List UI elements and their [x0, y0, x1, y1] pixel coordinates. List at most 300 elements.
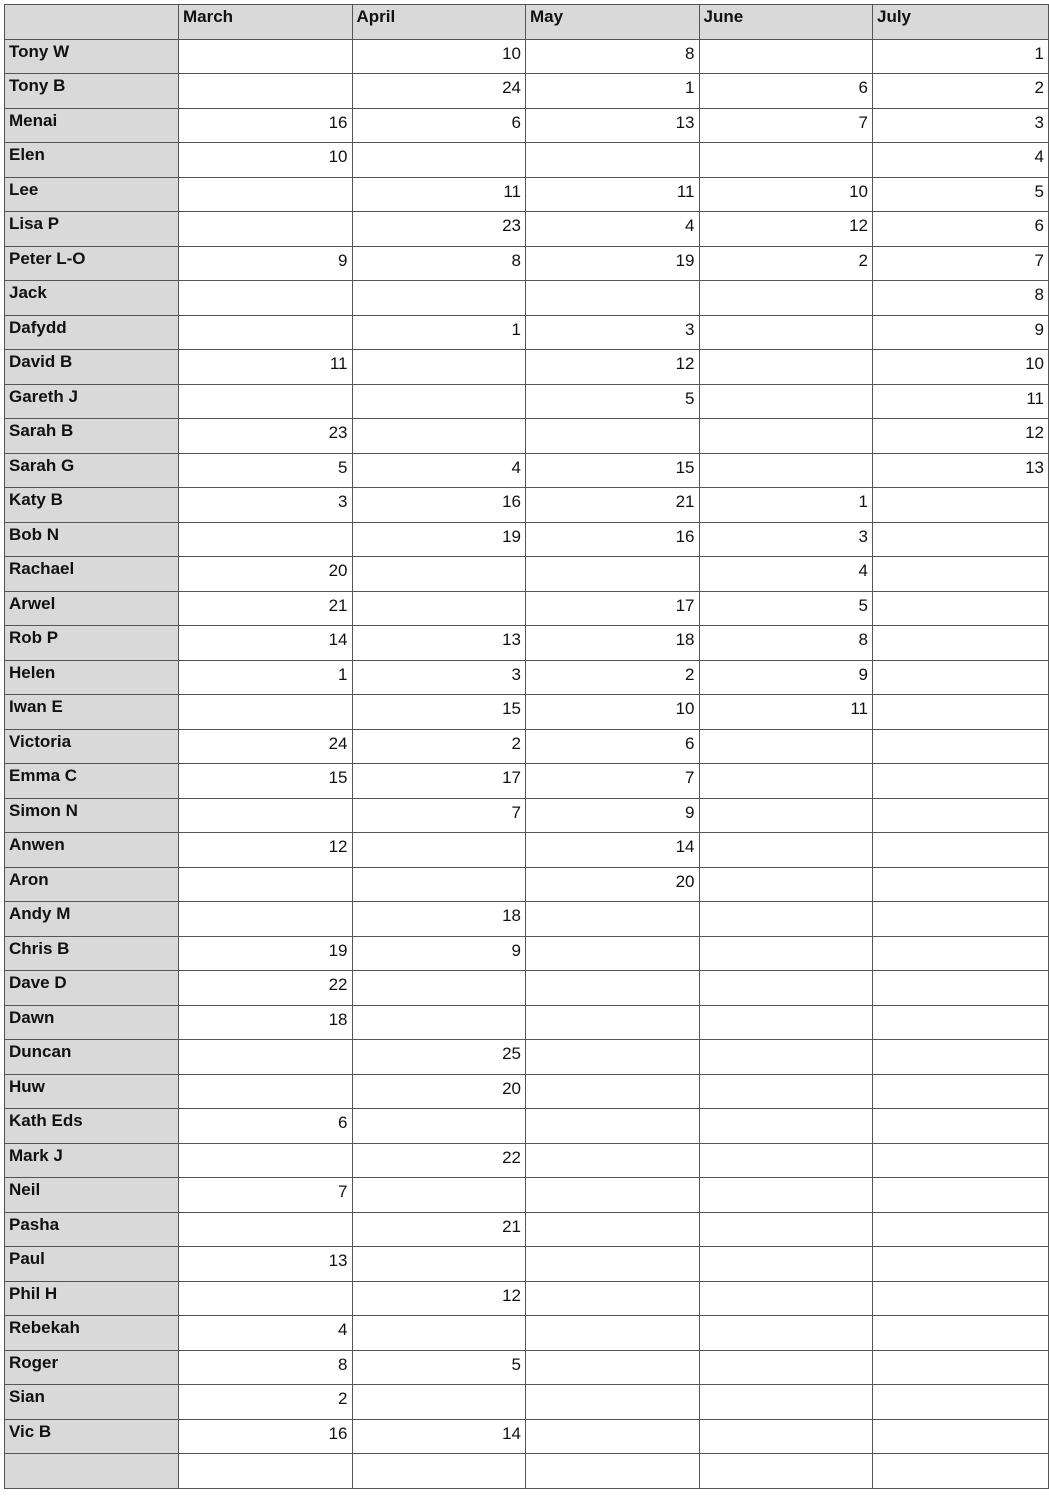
value-cell-june[interactable]: [699, 315, 873, 350]
row-name-cell[interactable]: Tony B: [5, 74, 179, 109]
value-cell-may[interactable]: 13: [526, 108, 700, 143]
value-cell-may[interactable]: [526, 1178, 700, 1213]
row-name-cell[interactable]: Arwel: [5, 591, 179, 626]
value-cell-march[interactable]: 19: [179, 936, 353, 971]
value-cell-april[interactable]: 21: [352, 1212, 526, 1247]
value-cell-march[interactable]: [179, 1040, 353, 1075]
value-cell-july[interactable]: 2: [873, 74, 1049, 109]
value-cell-march[interactable]: [179, 1454, 353, 1489]
value-cell-june[interactable]: 8: [699, 626, 873, 661]
row-name-cell[interactable]: Huw: [5, 1074, 179, 1109]
value-cell-march[interactable]: [179, 522, 353, 557]
value-cell-june[interactable]: [699, 1212, 873, 1247]
column-header[interactable]: March: [179, 5, 353, 40]
value-cell-april[interactable]: 10: [352, 39, 526, 74]
value-cell-may[interactable]: 11: [526, 177, 700, 212]
value-cell-june[interactable]: [699, 902, 873, 937]
value-cell-april[interactable]: [352, 1454, 526, 1489]
value-cell-july[interactable]: [873, 764, 1049, 799]
row-name-cell[interactable]: Lee: [5, 177, 179, 212]
value-cell-june[interactable]: [699, 281, 873, 316]
corner-cell[interactable]: [5, 5, 179, 40]
value-cell-may[interactable]: [526, 1316, 700, 1351]
value-cell-may[interactable]: 9: [526, 798, 700, 833]
row-name-cell[interactable]: Paul: [5, 1247, 179, 1282]
value-cell-july[interactable]: [873, 1143, 1049, 1178]
value-cell-july[interactable]: [873, 1005, 1049, 1040]
value-cell-april[interactable]: 11: [352, 177, 526, 212]
value-cell-march[interactable]: [179, 1212, 353, 1247]
value-cell-may[interactable]: 1: [526, 74, 700, 109]
spreadsheet-table: [4, 4, 1049, 1489]
value-cell-june[interactable]: 10: [699, 177, 873, 212]
value-cell-may[interactable]: [526, 1454, 700, 1489]
value-cell-july[interactable]: [873, 902, 1049, 937]
row-name-cell[interactable]: David B: [5, 350, 179, 385]
value-cell-may[interactable]: [526, 419, 700, 454]
table-row: [5, 488, 1049, 523]
row-name-cell[interactable]: Vic B: [5, 1419, 179, 1454]
value-cell-june[interactable]: [699, 350, 873, 385]
row-name-cell[interactable]: Tony W: [5, 39, 179, 74]
row-name-cell[interactable]: Sarah B: [5, 419, 179, 454]
row-name-cell[interactable]: Dawn: [5, 1005, 179, 1040]
value-cell-june[interactable]: [699, 729, 873, 764]
table-row: [5, 833, 1049, 868]
value-cell-june[interactable]: [699, 1178, 873, 1213]
value-cell-may[interactable]: [526, 281, 700, 316]
value-cell-may[interactable]: 5: [526, 384, 700, 419]
value-cell-april[interactable]: [352, 350, 526, 385]
table-row: [5, 1247, 1049, 1282]
value-cell-april[interactable]: [352, 833, 526, 868]
table-row: [5, 660, 1049, 695]
value-cell-june[interactable]: [699, 453, 873, 488]
value-cell-may[interactable]: [526, 1040, 700, 1075]
value-cell-may[interactable]: 3: [526, 315, 700, 350]
value-cell-may[interactable]: [526, 1143, 700, 1178]
value-cell-july[interactable]: 4: [873, 143, 1049, 178]
value-cell-may[interactable]: [526, 936, 700, 971]
row-name-cell[interactable]: Peter L-O: [5, 246, 179, 281]
value-cell-march[interactable]: 5: [179, 453, 353, 488]
value-cell-april[interactable]: [352, 384, 526, 419]
value-cell-april[interactable]: 12: [352, 1281, 526, 1316]
row-name-cell[interactable]: Roger: [5, 1350, 179, 1385]
value-cell-march[interactable]: 24: [179, 729, 353, 764]
value-cell-july[interactable]: [873, 1419, 1049, 1454]
value-cell-july[interactable]: [873, 522, 1049, 557]
value-cell-march[interactable]: 2: [179, 1385, 353, 1420]
value-cell-july[interactable]: [873, 936, 1049, 971]
row-name-cell[interactable]: Rachael: [5, 557, 179, 592]
value-cell-june[interactable]: [699, 419, 873, 454]
table-row: [5, 695, 1049, 730]
row-name-cell[interactable]: Lisa P: [5, 212, 179, 247]
value-cell-july[interactable]: 8: [873, 281, 1049, 316]
row-name-cell[interactable]: Victoria: [5, 729, 179, 764]
column-header[interactable]: May: [526, 5, 700, 40]
row-name-cell[interactable]: Dave D: [5, 971, 179, 1006]
value-cell-april[interactable]: 18: [352, 902, 526, 937]
value-cell-july[interactable]: [873, 1281, 1049, 1316]
value-cell-march[interactable]: [179, 315, 353, 350]
value-cell-may[interactable]: 16: [526, 522, 700, 557]
value-cell-march[interactable]: 12: [179, 833, 353, 868]
table-row: [5, 1143, 1049, 1178]
row-name-cell[interactable]: Gareth J: [5, 384, 179, 419]
value-cell-july[interactable]: [873, 833, 1049, 868]
value-cell-march[interactable]: [179, 695, 353, 730]
value-cell-july[interactable]: [873, 1316, 1049, 1351]
value-cell-april[interactable]: [352, 971, 526, 1006]
column-header[interactable]: July: [873, 5, 1049, 40]
value-cell-march[interactable]: [179, 74, 353, 109]
value-cell-july[interactable]: [873, 1385, 1049, 1420]
value-cell-april[interactable]: [352, 419, 526, 454]
value-cell-april[interactable]: 1: [352, 315, 526, 350]
row-name-cell[interactable]: Jack: [5, 281, 179, 316]
value-cell-may[interactable]: [526, 1350, 700, 1385]
table-row: [5, 315, 1049, 350]
value-cell-july[interactable]: [873, 1074, 1049, 1109]
value-cell-march[interactable]: 4: [179, 1316, 353, 1351]
table-row: [5, 522, 1049, 557]
value-cell-march[interactable]: 14: [179, 626, 353, 661]
value-cell-june[interactable]: [699, 936, 873, 971]
value-cell-june[interactable]: 1: [699, 488, 873, 523]
value-cell-march[interactable]: [179, 39, 353, 74]
table-row: [5, 108, 1049, 143]
value-cell-may[interactable]: [526, 1419, 700, 1454]
value-cell-april[interactable]: 23: [352, 212, 526, 247]
table-row: [5, 143, 1049, 178]
row-name-cell[interactable]: Pasha: [5, 1212, 179, 1247]
value-cell-july[interactable]: [873, 867, 1049, 902]
value-cell-april[interactable]: [352, 591, 526, 626]
value-cell-march[interactable]: [179, 177, 353, 212]
value-cell-march[interactable]: 20: [179, 557, 353, 592]
row-name-cell[interactable]: [5, 1454, 179, 1489]
value-cell-june[interactable]: [699, 764, 873, 799]
value-cell-june[interactable]: [699, 143, 873, 178]
value-cell-march[interactable]: 10: [179, 143, 353, 178]
value-cell-july[interactable]: [873, 1350, 1049, 1385]
value-cell-april[interactable]: 16: [352, 488, 526, 523]
value-cell-april[interactable]: [352, 1247, 526, 1282]
value-cell-march[interactable]: 16: [179, 108, 353, 143]
value-cell-march[interactable]: [179, 212, 353, 247]
value-cell-may[interactable]: 20: [526, 867, 700, 902]
value-cell-march[interactable]: 22: [179, 971, 353, 1006]
value-cell-june[interactable]: [699, 1350, 873, 1385]
table-row: [5, 453, 1049, 488]
value-cell-july[interactable]: 1: [873, 39, 1049, 74]
table-row: [5, 350, 1049, 385]
table-row: [5, 177, 1049, 212]
value-cell-june[interactable]: [699, 384, 873, 419]
value-cell-june[interactable]: 2: [699, 246, 873, 281]
value-cell-june[interactable]: 7: [699, 108, 873, 143]
table-row: [5, 902, 1049, 937]
table-row: [5, 867, 1049, 902]
value-cell-june[interactable]: [699, 1074, 873, 1109]
value-cell-april[interactable]: [352, 281, 526, 316]
value-cell-may[interactable]: 18: [526, 626, 700, 661]
row-name-cell[interactable]: Katy B: [5, 488, 179, 523]
table-row: [5, 1005, 1049, 1040]
value-cell-may[interactable]: 6: [526, 729, 700, 764]
value-cell-june[interactable]: 9: [699, 660, 873, 695]
value-cell-april[interactable]: 7: [352, 798, 526, 833]
value-cell-july[interactable]: 6: [873, 212, 1049, 247]
value-cell-july[interactable]: [873, 729, 1049, 764]
value-cell-march[interactable]: 18: [179, 1005, 353, 1040]
row-name-cell[interactable]: Dafydd: [5, 315, 179, 350]
table-row: [5, 764, 1049, 799]
value-cell-march[interactable]: 16: [179, 1419, 353, 1454]
value-cell-april[interactable]: 19: [352, 522, 526, 557]
header-row: [5, 5, 1049, 40]
value-cell-june[interactable]: [699, 798, 873, 833]
value-cell-june[interactable]: [699, 1247, 873, 1282]
row-name-cell[interactable]: Andy M: [5, 902, 179, 937]
table-row: [5, 626, 1049, 661]
value-cell-june[interactable]: 12: [699, 212, 873, 247]
value-cell-march[interactable]: [179, 1281, 353, 1316]
value-cell-april[interactable]: 5: [352, 1350, 526, 1385]
value-cell-july[interactable]: [873, 591, 1049, 626]
table-row: [5, 246, 1049, 281]
value-cell-march[interactable]: 13: [179, 1247, 353, 1282]
value-cell-may[interactable]: 4: [526, 212, 700, 247]
row-name-cell[interactable]: Rebekah: [5, 1316, 179, 1351]
value-cell-june[interactable]: [699, 1454, 873, 1489]
value-cell-june[interactable]: [699, 1040, 873, 1075]
table-row: [5, 39, 1049, 74]
value-cell-june[interactable]: 3: [699, 522, 873, 557]
value-cell-april[interactable]: [352, 557, 526, 592]
table-row: [5, 1385, 1049, 1420]
table-row: [5, 1419, 1049, 1454]
table-row: [5, 74, 1049, 109]
row-name-cell[interactable]: Duncan: [5, 1040, 179, 1075]
value-cell-march[interactable]: 15: [179, 764, 353, 799]
value-cell-july[interactable]: 3: [873, 108, 1049, 143]
value-cell-july[interactable]: 9: [873, 315, 1049, 350]
value-cell-may[interactable]: [526, 1212, 700, 1247]
value-cell-march[interactable]: 23: [179, 419, 353, 454]
table-row: [5, 557, 1049, 592]
table-row: [5, 1178, 1049, 1213]
value-cell-july[interactable]: [873, 626, 1049, 661]
value-cell-july[interactable]: [873, 1109, 1049, 1144]
value-cell-april[interactable]: 2: [352, 729, 526, 764]
value-cell-march[interactable]: [179, 902, 353, 937]
row-name-cell[interactable]: Mark J: [5, 1143, 179, 1178]
value-cell-july[interactable]: [873, 798, 1049, 833]
row-name-cell[interactable]: Anwen: [5, 833, 179, 868]
value-cell-may[interactable]: 12: [526, 350, 700, 385]
row-name-cell[interactable]: Menai: [5, 108, 179, 143]
table-row: [5, 971, 1049, 1006]
value-cell-april[interactable]: 14: [352, 1419, 526, 1454]
value-cell-july[interactable]: 11: [873, 384, 1049, 419]
value-cell-march[interactable]: [179, 798, 353, 833]
value-cell-may[interactable]: [526, 143, 700, 178]
value-cell-june[interactable]: [699, 1385, 873, 1420]
value-cell-may[interactable]: 17: [526, 591, 700, 626]
value-cell-march[interactable]: [179, 281, 353, 316]
value-cell-march[interactable]: 6: [179, 1109, 353, 1144]
row-name-cell[interactable]: Iwan E: [5, 695, 179, 730]
value-cell-april[interactable]: [352, 1316, 526, 1351]
value-cell-july[interactable]: [873, 1178, 1049, 1213]
value-cell-may[interactable]: [526, 1385, 700, 1420]
value-cell-july[interactable]: [873, 1247, 1049, 1282]
value-cell-march[interactable]: 7: [179, 1178, 353, 1213]
table-row: [5, 1281, 1049, 1316]
value-cell-april[interactable]: 17: [352, 764, 526, 799]
row-name-cell[interactable]: Chris B: [5, 936, 179, 971]
value-cell-july[interactable]: [873, 971, 1049, 1006]
value-cell-july[interactable]: 10: [873, 350, 1049, 385]
value-cell-june[interactable]: [699, 1419, 873, 1454]
value-cell-may[interactable]: [526, 1247, 700, 1282]
row-name-cell[interactable]: Neil: [5, 1178, 179, 1213]
value-cell-may[interactable]: [526, 1109, 700, 1144]
row-name-cell[interactable]: Sarah G: [5, 453, 179, 488]
table-row: [5, 798, 1049, 833]
value-cell-june[interactable]: [699, 1316, 873, 1351]
value-cell-may[interactable]: [526, 1281, 700, 1316]
value-cell-april[interactable]: 9: [352, 936, 526, 971]
value-cell-june[interactable]: [699, 833, 873, 868]
value-cell-july[interactable]: [873, 1040, 1049, 1075]
table-row: [5, 1212, 1049, 1247]
table-row: [5, 1040, 1049, 1075]
value-cell-may[interactable]: 15: [526, 453, 700, 488]
value-cell-may[interactable]: 2: [526, 660, 700, 695]
table-row: [5, 1454, 1049, 1489]
value-cell-march[interactable]: 9: [179, 246, 353, 281]
row-name-cell[interactable]: Kath Eds: [5, 1109, 179, 1144]
table-body: [5, 39, 1049, 1488]
value-cell-march[interactable]: 8: [179, 1350, 353, 1385]
value-cell-june[interactable]: [699, 1005, 873, 1040]
value-cell-april[interactable]: [352, 1005, 526, 1040]
column-header[interactable]: June: [699, 5, 873, 40]
value-cell-april[interactable]: [352, 1178, 526, 1213]
value-cell-april[interactable]: 24: [352, 74, 526, 109]
value-cell-april[interactable]: [352, 1109, 526, 1144]
value-cell-may[interactable]: [526, 557, 700, 592]
value-cell-june[interactable]: [699, 867, 873, 902]
value-cell-march[interactable]: 3: [179, 488, 353, 523]
value-cell-april[interactable]: 6: [352, 108, 526, 143]
row-name-cell[interactable]: Phil H: [5, 1281, 179, 1316]
table-row: [5, 729, 1049, 764]
value-cell-july[interactable]: [873, 660, 1049, 695]
row-name-cell[interactable]: Aron: [5, 867, 179, 902]
value-cell-july[interactable]: [873, 1454, 1049, 1489]
value-cell-june[interactable]: [699, 39, 873, 74]
row-name-cell[interactable]: Emma C: [5, 764, 179, 799]
value-cell-may[interactable]: 19: [526, 246, 700, 281]
row-name-cell[interactable]: Helen: [5, 660, 179, 695]
value-cell-july[interactable]: [873, 557, 1049, 592]
value-cell-july[interactable]: [873, 1212, 1049, 1247]
row-name-cell[interactable]: Sian: [5, 1385, 179, 1420]
value-cell-april[interactable]: 20: [352, 1074, 526, 1109]
value-cell-may[interactable]: 8: [526, 39, 700, 74]
value-cell-march[interactable]: 1: [179, 660, 353, 695]
value-cell-july[interactable]: 12: [873, 419, 1049, 454]
row-name-cell[interactable]: Rob P: [5, 626, 179, 661]
value-cell-may[interactable]: 14: [526, 833, 700, 868]
value-cell-april[interactable]: 22: [352, 1143, 526, 1178]
value-cell-may[interactable]: 7: [526, 764, 700, 799]
value-cell-march[interactable]: [179, 1143, 353, 1178]
value-cell-march[interactable]: [179, 1074, 353, 1109]
value-cell-march[interactable]: 11: [179, 350, 353, 385]
value-cell-july[interactable]: 5: [873, 177, 1049, 212]
value-cell-april[interactable]: [352, 1385, 526, 1420]
value-cell-june[interactable]: 4: [699, 557, 873, 592]
value-cell-may[interactable]: 10: [526, 695, 700, 730]
value-cell-june[interactable]: [699, 1143, 873, 1178]
value-cell-march[interactable]: [179, 384, 353, 419]
value-cell-april[interactable]: 4: [352, 453, 526, 488]
table-row: [5, 419, 1049, 454]
value-cell-july[interactable]: [873, 695, 1049, 730]
value-cell-june[interactable]: [699, 971, 873, 1006]
value-cell-april[interactable]: 25: [352, 1040, 526, 1075]
value-cell-march[interactable]: 21: [179, 591, 353, 626]
table-row: [5, 1316, 1049, 1351]
value-cell-june[interactable]: [699, 1109, 873, 1144]
value-cell-may[interactable]: 21: [526, 488, 700, 523]
value-cell-april[interactable]: 13: [352, 626, 526, 661]
value-cell-july[interactable]: 13: [873, 453, 1049, 488]
table-row: [5, 1074, 1049, 1109]
value-cell-june[interactable]: [699, 1281, 873, 1316]
value-cell-may[interactable]: [526, 1074, 700, 1109]
table-row: [5, 212, 1049, 247]
value-cell-april[interactable]: [352, 143, 526, 178]
value-cell-may[interactable]: [526, 902, 700, 937]
value-cell-july[interactable]: [873, 488, 1049, 523]
value-cell-march[interactable]: [179, 867, 353, 902]
row-name-cell[interactable]: Bob N: [5, 522, 179, 557]
value-cell-july[interactable]: 7: [873, 246, 1049, 281]
value-cell-june[interactable]: 5: [699, 591, 873, 626]
value-cell-june[interactable]: 11: [699, 695, 873, 730]
table-row: [5, 1109, 1049, 1144]
value-cell-june[interactable]: 6: [699, 74, 873, 109]
value-cell-april[interactable]: 3: [352, 660, 526, 695]
value-cell-may[interactable]: [526, 971, 700, 1006]
row-name-cell[interactable]: Elen: [5, 143, 179, 178]
table-row: [5, 281, 1049, 316]
table-row: [5, 936, 1049, 971]
value-cell-april[interactable]: [352, 867, 526, 902]
value-cell-april[interactable]: 8: [352, 246, 526, 281]
value-cell-april[interactable]: 15: [352, 695, 526, 730]
column-header[interactable]: April: [352, 5, 526, 40]
row-name-cell[interactable]: Simon N: [5, 798, 179, 833]
value-cell-may[interactable]: [526, 1005, 700, 1040]
